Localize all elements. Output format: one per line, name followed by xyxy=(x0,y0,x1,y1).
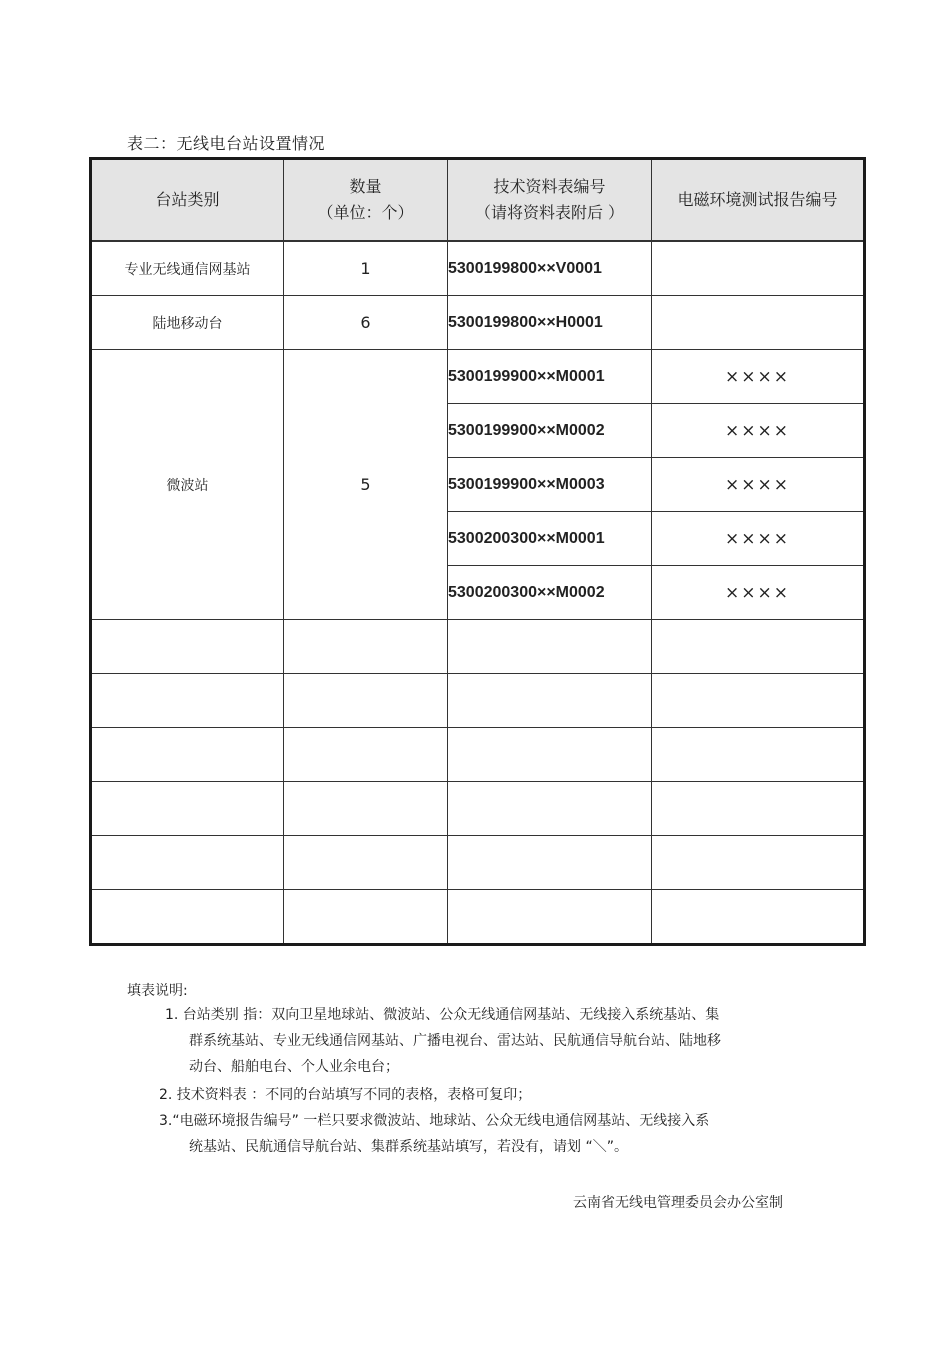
note-3-line1: 3.“电磁环境报告编号” 一栏只要求微波站、地球站、公众无线电通信网基站、无线接入系 xyxy=(159,1113,710,1129)
empty-cell[interactable] xyxy=(652,620,865,674)
tech-code-cell[interactable]: 5300199900××M0001 xyxy=(448,350,652,404)
empty-cell[interactable] xyxy=(652,890,865,945)
report-cell[interactable]: ×××× xyxy=(652,566,865,620)
tech-code-cell[interactable]: 5300199900××M0003 xyxy=(448,458,652,512)
header-quantity-line2: （单位：个） xyxy=(317,203,414,222)
empty-cell[interactable] xyxy=(91,890,284,945)
empty-cell[interactable] xyxy=(284,728,448,782)
empty-cell[interactable] xyxy=(652,674,865,728)
note-1-line2: 群系统基站、专业无线通信网基站、广播电视台、雷达站、民航通信导航台站、陆地移 xyxy=(189,1033,721,1049)
tech-code-cell[interactable]: 5300199900××M0002 xyxy=(448,404,652,458)
empty-row xyxy=(91,728,865,782)
note-2-line1: 2. 技术资料表 ：不同的台站填写不同的表格，表格可复印； xyxy=(159,1087,532,1103)
empty-cell[interactable] xyxy=(91,674,284,728)
empty-cell[interactable] xyxy=(284,890,448,945)
empty-cell[interactable] xyxy=(652,836,865,890)
notes-title: 填表说明: xyxy=(127,983,188,999)
empty-row xyxy=(91,674,865,728)
empty-cell[interactable] xyxy=(284,674,448,728)
empty-row xyxy=(91,620,865,674)
header-category: 台站类别 xyxy=(91,159,284,242)
report-cell[interactable]: ×××× xyxy=(652,458,865,512)
station-table xyxy=(89,157,866,946)
empty-cell[interactable] xyxy=(284,836,448,890)
empty-cell[interactable] xyxy=(91,836,284,890)
empty-cell[interactable] xyxy=(652,782,865,836)
header-quantity xyxy=(284,159,448,242)
empty-cell[interactable] xyxy=(448,620,652,674)
quantity-cell[interactable]: 5 xyxy=(284,350,448,620)
empty-row xyxy=(91,836,865,890)
empty-cell[interactable] xyxy=(448,728,652,782)
category-cell[interactable]: 专业无线通信网基站 xyxy=(91,241,284,296)
tech-code-cell[interactable]: 5300200300××M0001 xyxy=(448,512,652,566)
category-cell[interactable]: 微波站 xyxy=(91,350,284,620)
report-cell[interactable] xyxy=(652,241,865,296)
table-row xyxy=(91,241,865,296)
note-3-line2: 统基站、民航通信导航台站、集群系统基站填写，若没有，请划 “＼”。 xyxy=(189,1139,628,1155)
empty-cell[interactable] xyxy=(91,782,284,836)
quantity-cell[interactable]: 1 xyxy=(284,241,448,296)
header-tech-line2: （请将资料表附后 ） xyxy=(474,203,625,222)
empty-cell[interactable] xyxy=(91,620,284,674)
empty-cell[interactable] xyxy=(448,674,652,728)
header-tech-sheet xyxy=(448,159,652,242)
note-1-line1: 1. 台站类别 指：双向卫星地球站、微波站、公众无线通信网基站、无线接入系统基站、集 xyxy=(165,1007,720,1023)
issuer-footer: 云南省无线电管理委员会办公室制 xyxy=(573,1195,783,1211)
category-cell[interactable]: 陆地移动台 xyxy=(91,296,284,350)
tech-code-cell[interactable]: 5300200300××M0002 xyxy=(448,566,652,620)
empty-cell[interactable] xyxy=(91,728,284,782)
empty-cell[interactable] xyxy=(284,620,448,674)
header-tech-line1: 技术资料表编号 xyxy=(493,177,606,196)
report-cell[interactable] xyxy=(652,296,865,350)
quantity-cell[interactable]: 6 xyxy=(284,296,448,350)
empty-cell[interactable] xyxy=(448,890,652,945)
empty-cell[interactable] xyxy=(652,728,865,782)
header-row xyxy=(91,159,865,242)
empty-cell[interactable] xyxy=(448,836,652,890)
table-row xyxy=(91,296,865,350)
report-cell[interactable]: ×××× xyxy=(652,350,865,404)
report-cell[interactable]: ×××× xyxy=(652,404,865,458)
tech-code-cell[interactable]: 5300199800××V0001 xyxy=(448,241,652,296)
note-1-line3: 动台、船舶电台、个人业余电台； xyxy=(189,1059,399,1075)
table-title: 表二：无线电台站设置情况 xyxy=(127,134,326,153)
empty-row xyxy=(91,890,865,945)
empty-cell[interactable] xyxy=(448,782,652,836)
table-row xyxy=(91,350,865,404)
header-report: 电磁环境测试报告编号 xyxy=(652,159,865,242)
empty-cell[interactable] xyxy=(284,782,448,836)
header-quantity-line1: 数量 xyxy=(349,177,382,196)
report-cell[interactable]: ×××× xyxy=(652,512,865,566)
tech-code-cell[interactable]: 5300199800××H0001 xyxy=(448,296,652,350)
empty-row xyxy=(91,782,865,836)
